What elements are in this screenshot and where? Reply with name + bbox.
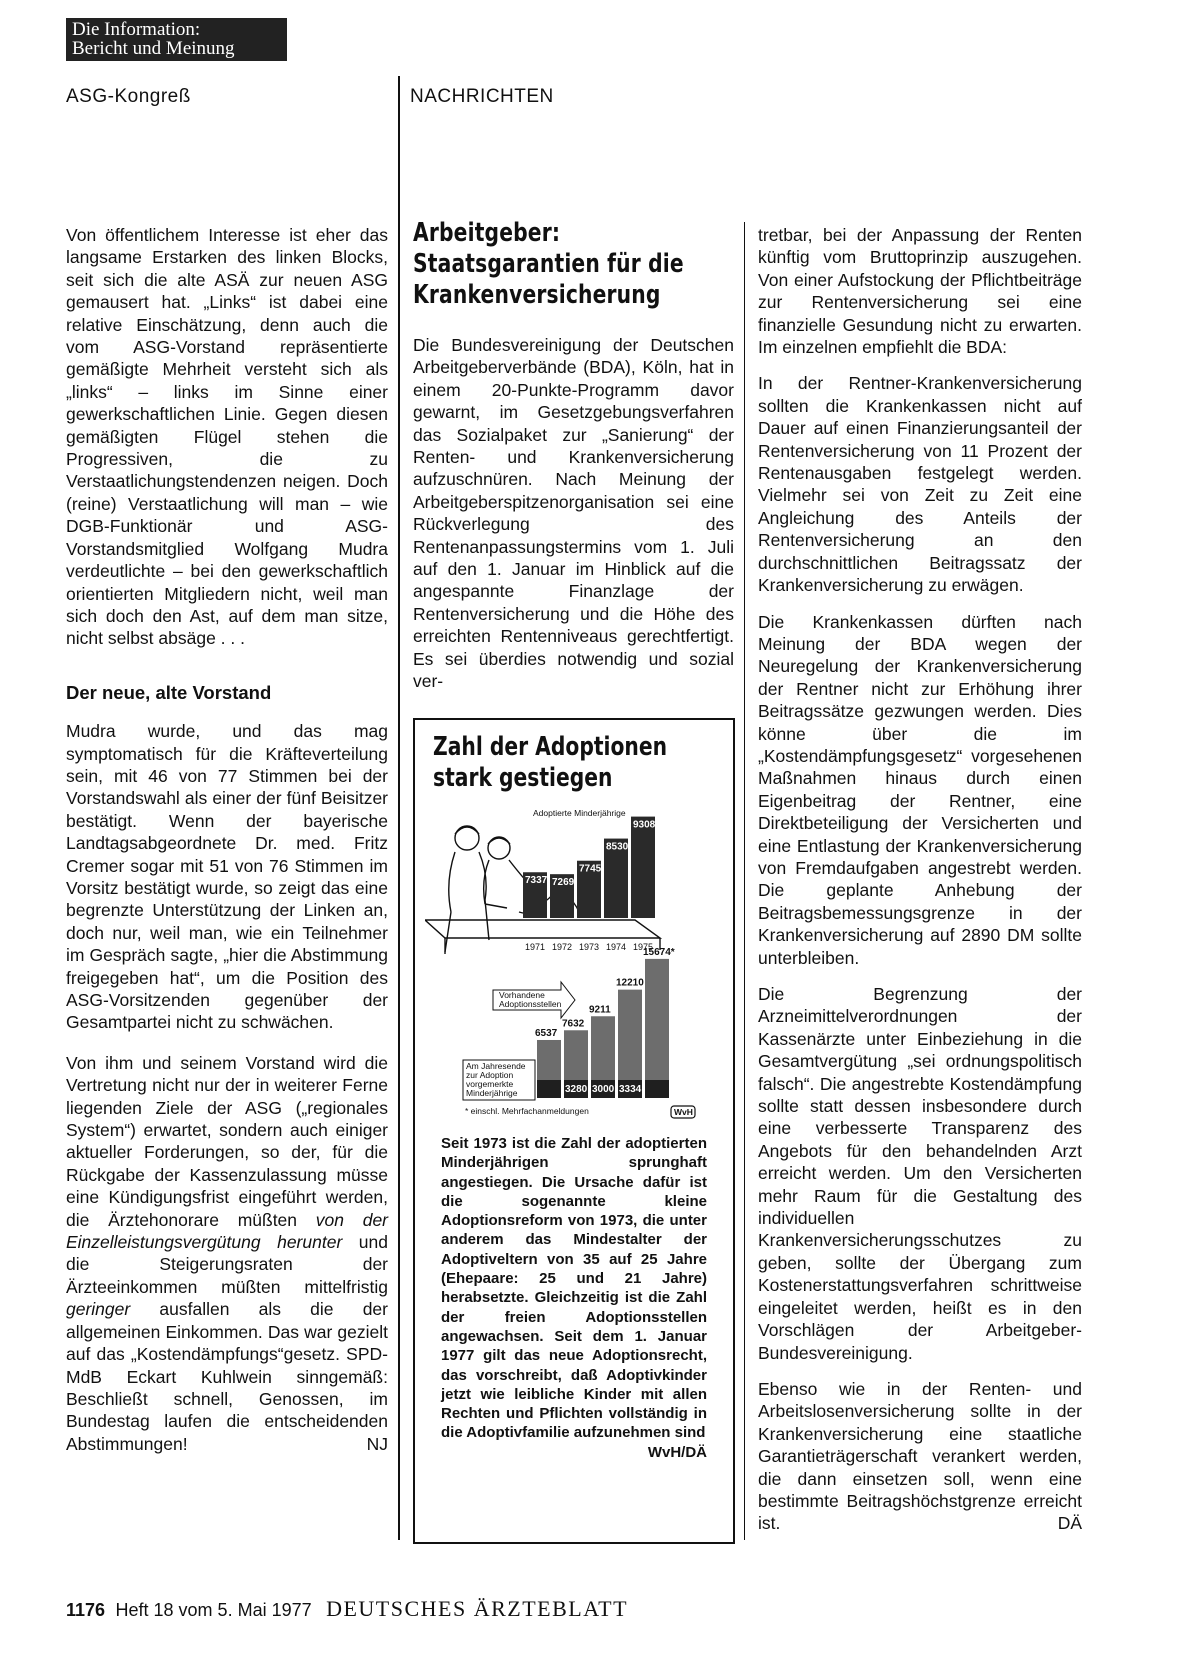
section-badge [66,18,287,61]
lower-bar-value: 15674* [643,946,675,958]
issue-info: Heft 18 vom 5. Mai 1977 [115,1600,312,1620]
year-label: 1974 [606,942,627,952]
registered-segment [645,1080,669,1098]
year-label: 1973 [579,942,600,952]
upper-bar [631,817,655,918]
column-divider-right [744,222,745,1540]
vacancies-label-1: Vorhandene [499,990,545,1000]
page-footer [66,1596,628,1622]
lower-bar-value: 9211 [589,1004,611,1016]
author-signature: DÄ [1057,1513,1082,1534]
paragraph: Die Begrenzung der Arzneimittelverordnungen der Kassenärzte unter Einbeziehung in die Gesamtvergütung „sei ordnungspolitisch falsch“. Die angestrebte Kostendämpfung sollte statt dessen insbesondere durch eine verbesserte Transparenz des Angebots für den behandelnden Arzt erreicht werden. Um den Versicherten mehr Raum für die Gestaltung des individuellen Krankenversicherungsschutzes zu geben, sollte der Übergang zum Kostenerstattungsverfahren schrittweise eingeleitet werden, heißt es in den Vorschlägen der Arbeitgeber-Bundesvereinigung. [758,984,1082,1363]
upper-bar-group [523,817,656,918]
paragraph: tretbar, bei der Anpassung der Renten künftig vom Bruttoprinzip auszugehen. Von einer Aufstockung der Pflichtbeiträge zur Rentenversicherung sei eine finanzielle Gesundung nicht zu erwarten. Im einzelnen empfiehlt die BDA: [758,225,1082,358]
author-signature: NJ [366,1433,388,1454]
lower-bar [645,959,669,1098]
paragraph: Ebenso wie in der Renten- und Arbeitslosenversicherung sollte in der Krankenversicherung eine staatliche Garantieträgerschaft verankert werden, die dann einsetzen soll, wenn eine bestimmte Beitragshöchstgrenze erreicht ist. DÄ [758,1378,1082,1534]
paragraph: Von öffentlichem Interesse ist eher das langsame Erstarken des linken Blocks, seit sich die alte ASÄ zur neuen ASG gemausert hat. „Links“ ist dabei eine relative Einschätzung, denn auch die vom ASG-Vorstand repräsentierte gemäßigte Mehrheit versteht sich als „links“ – links im Sinne einer gewerkschaftlichen Linie. Gegen diesen gemäßigten Flügel stehen die Progressiven, die zu Verstaatlichungstendenzen neigen. Doch (reine) Verstaatlichung will man – wie DGB-Funktionär und ASG-Vorstandsmitglied Wolfgang Mudra verdeutlichte – bei den gewerkschaftlich orientierten Mitgliedern nicht, weil man sich doch den Ast, auf dem man sitze, nicht selbst absäge . . . [66,225,388,649]
year-label: 1971 [525,942,546,952]
registered-legend [463,1060,535,1100]
svg-text:Minderjährige: Minderjährige [466,1088,518,1098]
lower-bar-group [535,947,675,1098]
adoption-infobox [413,718,735,1544]
registered-value: 3280 [565,1084,588,1095]
article-headline: Arbeitgeber: Staatsgarantien für die Krankenversicherung [413,218,684,310]
wvh-logo [671,1106,695,1118]
year-label: 1975 [633,942,654,952]
right-column [758,224,1082,1535]
left-section-label: ASG-Kongreß [66,86,191,107]
lower-bar-value: 7632 [562,1018,585,1030]
lower-bar-value: 6537 [535,1027,558,1039]
paragraph: Von ihm und seinem Vorstand wird die Vertretung nicht nur der in weiterer Ferne liegenden Ziele der ASG („regionales System“) erwartet, sondern auch einiger aktueller Forderungen, so der, für die Rückgabe der Kassenzulassung müsse eine Kündigungsfrist eingeführt werden, die Ärztehonorare müßten von der Einzelleistungsvergütung herunter und die Steigerungsraten der Ärzteeinkommen müßten mittelfristig geringer ausfallen als die der allgemeinen Einkommen. Das war gezielt auf das „Kostendämpfungs“gesetz. SPD-MdB Eckart Kuhlwein sinngemäß: Beschließt schnell, Genossen, im Bundestag laufen die entscheidenden Abstimmungen! NJ [66,1052,388,1454]
svg-text:vorgemerkte: vorgemerkte [466,1079,514,1089]
registered-value: 3334 [619,1084,642,1095]
magazine-name: DEUTSCHES ÄRZTEBLATT [326,1596,629,1621]
paragraph: Mudra wurde, und das mag symptomatisch für die Kräfteverteilung sein, mit 46 von 77 Stimmen bei der Vorstandswahl als einer der fünf Beisitzer bestätigt. Wenn der bayerische Landtagsabgeordnete Dr. med. Fritz Cremer sogar mit 51 von 76 Stimmen im Vorsitz bestätigt wurde, so zeigt das eine begrenzte Unterstützung der Linken an, doch nur, weil man, wie ein Teilnehmer im Gespräch sagte, „hier die Abstimmung freigegeben hat“, um die Position des ASG-Vorsitzenden gegenüber der Gesamtpartei nicht zu schwächen. [66,721,388,1033]
lower-bar-value: 12210 [616,977,644,989]
paragraph: In der Rentner-Krankenversicherung sollten die Krankenkassen nicht auf Dauer auf einen Finanzierungsanteil der Rentenversicherung von 11 Prozent der Rentenausgaben festgelegt werden. Vielmehr sei von Zeit zu Zeit eine Angleichung des Anteils der Rentenversicherung an den durchschnittlichen Beitragssatz der Krankenversicherung zu erwägen. [758,373,1082,596]
svg-text:zur Adoption: zur Adoption [466,1070,514,1080]
paragraph: Die Krankenkassen dürften nach Meinung der BDA wegen der Neuregelung der Krankenversicherung der Rentner nicht zur Erhöhung ihrer Beitragssätze gezwungen werden. Dies könne über die im „Kostendämpfungsgesetz“ vorgesehenen Maßnahmen hinaus durch einen Eigenbeitrag der Rentner, eine Direktbeteiligung der Versicherten und eine Entlastung der Krankenversicherung von Fremdaufgaben angestrebt werden. Die geplante Anhebung der Beitragsbemessungsgrenze in der Krankenversicherung auf 2890 DM sollte unterbleiben. [758,611,1082,968]
upper-bar-value: 7337 [525,875,548,887]
vacancies-arrow [493,982,575,1018]
adoption-chart [425,808,723,1128]
page-number: 1176 [66,1600,106,1620]
upper-bar-value: 7269 [552,877,575,889]
paragraph: Die Bundesvereinigung der Deutschen Arbeitgeberverbände (BDA), Köln, hat in einem 20-Punkte-Programm davor gewarnt, im Gesetzgebungsverfahren das Sozialpaket zur „Sanierung“ der Renten- und Krankenversicherung aufzuschnüren. Nach Meinung der Arbeitgeberspitzenorganisation sei eine Rückverlegung des Rentenanpassungstermins vom 1. Juli auf den 1. Januar im Hinblick auf die angespannte Finanzlage der Rentenversicherung und die Höhe des erreichten Rentenniveaus gerechtfertigt. Es sei überdies notwendig und sozial ver- [413,335,734,692]
year-label: 1972 [552,942,573,952]
subheading: Der neue, alte Vorstand [66,681,272,703]
svg-text:WvH: WvH [674,1107,693,1117]
upper-chart-title: Adoptierte Minderjährige [533,808,626,818]
registered-value: 3000 [592,1084,615,1095]
svg-text:Am Jahresende: Am Jahresende [466,1061,526,1071]
infobox-title: Zahl der Adoptionen stark gestiegen [433,732,668,793]
upper-year-axis [525,942,653,952]
upper-bar-value: 9308 [633,819,656,831]
caption-signature: WvH/DÄ [647,1443,707,1461]
badge-line-1: Die Information: [72,19,201,40]
upper-bar-value: 8530 [606,841,629,853]
right-section-label: NACHRICHTEN [410,86,554,107]
left-column [66,224,388,1455]
infobox-caption: Seit 1973 ist die Zahl der adoptierten Minderjährigen sprunghaft angestiegen. Die Ursache dafür ist die sogenannte kleine Adoptionsreform von 1973, die unter anderem das Mindestalter der Adoptiveltern von 35 auf 25 Jahre (Ehepaare: 25 und 21 Jahre) herabsetzte. Gleichzeitig ist die Zahl der freien Adoptionsstellen angewachsen. Seit dem 1. Januar 1977 gilt das neue Adoptionsrecht, das vorschreibt, daß Adoptivkinder jetzt wie leibliche Kinder mit allen Rechten und Pflichten vollständig in die Adoptivfamilie aufzunehmen sind WvH/DÄ [441,1135,707,1461]
column-divider-main [398,76,400,1540]
chart-footnote: * einschl. Mehrfachanmeldungen [465,1106,589,1116]
badge-line-2: Bericht und Meinung [72,38,235,59]
middle-column [413,334,734,693]
vacancies-label-2: Adoptionsstellen [499,999,562,1009]
upper-bar-value: 7745 [579,863,602,875]
registered-segment [537,1080,561,1098]
